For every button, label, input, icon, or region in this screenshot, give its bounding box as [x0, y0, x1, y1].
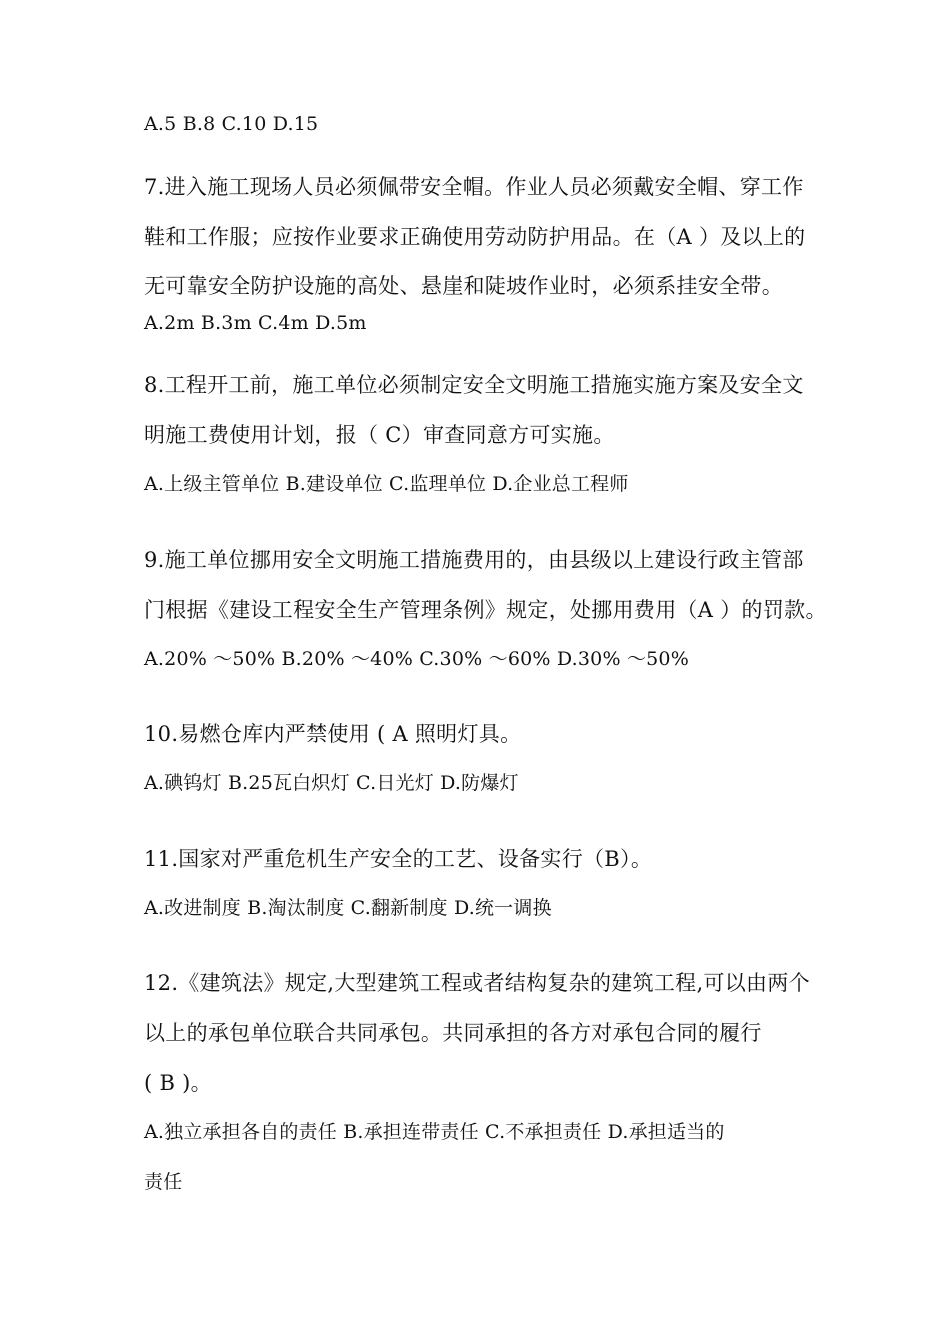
q12-options-line-1: A.独立承担各自的责任 B.承担连带责任 C.不承担责任 D.承担适当的 — [144, 1121, 725, 1143]
q9-text-line-1: 9.施工单位挪用安全文明施工措施费用的，由县级以上建设行政主管部 — [144, 548, 804, 572]
q7-options: A.2m B.3m C.4m D.5m — [144, 312, 367, 334]
q8-text-line-1: 8.工程开工前，施工单位必须制定安全文明施工措施实施方案及安全文 — [144, 373, 804, 397]
q8-options: A.上级主管单位 B.建设单位 C.监理单位 D.企业总工程师 — [144, 473, 629, 495]
q11-text: 11.国家对严重危机生产安全的工艺、设备实行（B）。 — [144, 847, 653, 871]
q12-text-line-1: 12.《建筑法》规定,大型建筑工程或者结构复杂的建筑工程,可以由两个 — [144, 971, 810, 995]
q7-text-line-1: 7.进入施工现场人员必须佩带安全帽。作业人员必须戴安全帽、穿工作 — [144, 175, 804, 199]
q12-text-line-2: 以上的承包单位联合共同承包。共同承担的各方对承包合同的履行 — [144, 1021, 762, 1045]
q7-text-line-2: 鞋和工作服；应按作业要求正确使用劳动防护用品。在（A ）及以上的 — [144, 225, 806, 249]
q12-options-line-2: 责任 — [144, 1171, 183, 1193]
q9-options: A.20% ～50% B.20% ～40% C.30% ～60% D.30% ～50% — [144, 648, 689, 670]
q11-options: A.改进制度 B.淘汰制度 C.翻新制度 D.统一调换 — [144, 897, 552, 919]
q7-text-line-3: 无可靠安全防护设施的高处、悬崖和陡坡作业时，必须系挂安全带。 — [144, 274, 783, 298]
q6-options: A.5 B.8 C.10 D.15 — [144, 113, 319, 135]
q8-text-line-2: 明施工费使用计划，报（ C）审查同意方可实施。 — [144, 423, 615, 447]
q12-text-line-3: ( B )。 — [144, 1071, 212, 1095]
q10-options: A.碘钨灯 B.25瓦白炽灯 C.日光灯 D.防爆灯 — [144, 772, 519, 794]
q9-text-line-2: 门根据《建设工程安全生产管理条例》规定，处挪用费用（A ）的罚款。 — [144, 598, 827, 622]
q10-text: 10.易燃仓库内严禁使用 ( A 照明灯具。 — [144, 722, 522, 746]
